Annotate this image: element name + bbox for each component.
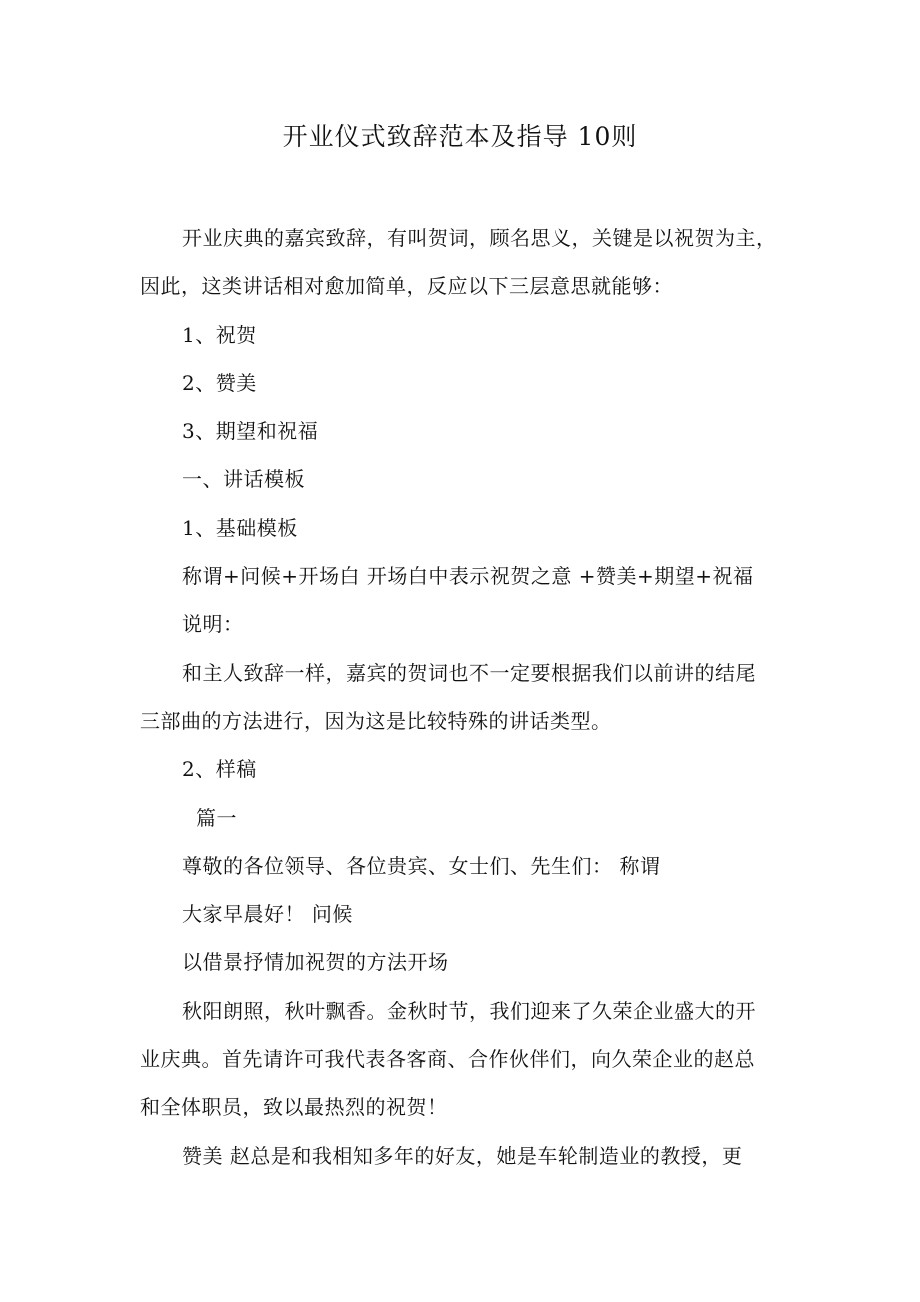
section-heading: 一、讲话模板 (182, 467, 305, 492)
paragraph-line: 三部曲的方法进行，因为这是比较特殊的讲话类型。 (140, 708, 612, 733)
document-title: 开业仪式致辞范本及指导 10则 (282, 122, 638, 151)
paragraph-line: 尊敬的各位领导、各位贵宾、女士们、先生们： 称谓 (182, 853, 661, 878)
subsection-heading: 2、样稿 (182, 757, 257, 782)
paragraph-line: 因此，这类讲话相对愈加简单，反应以下三层意思就能够： (140, 274, 673, 299)
paragraph-line: 和全体职员，致以最热烈的祝贺！ (140, 1095, 448, 1120)
paragraph-line: 业庆典。首先请许可我代表各客商、合作伙伴们，向久荣企业的赵总 (140, 1047, 755, 1072)
document-body (140, 214, 785, 1180)
paragraph-line: 和主人致辞一样，嘉宾的贺词也不一定要根据我们以前讲的结尾 (182, 660, 756, 685)
paragraph-line: 秋阳朗照，秋叶飘香。金秋时节，我们迎来了久荣企业盛大的开 (182, 998, 756, 1023)
paragraph-line: 大家早晨好！ 问候 (182, 902, 353, 927)
paragraph-line: 说明： (182, 612, 244, 637)
list-item: 3、期望和祝福 (182, 419, 319, 444)
paragraph-line: 赞美 赵总是和我相知多年的好友，她是车轮制造业的教授，更 (182, 1143, 743, 1168)
chapter-label: 篇一 (196, 805, 237, 830)
paragraph-line: 以借景抒情加祝贺的方法开场 (182, 950, 449, 975)
list-item: 2、赞美 (182, 370, 257, 395)
list-item: 1、祝贺 (182, 322, 257, 347)
subsection-heading: 1、基础模板 (182, 515, 298, 540)
paragraph-line: 开业庆典的嘉宾致辞，有叫贺词，顾名思义，关键是以祝贺为主， (182, 226, 777, 250)
paragraph-line: 称谓+问候+开场白 开场白中表示祝贺之意 +赞美+期望+祝福 (182, 564, 754, 589)
